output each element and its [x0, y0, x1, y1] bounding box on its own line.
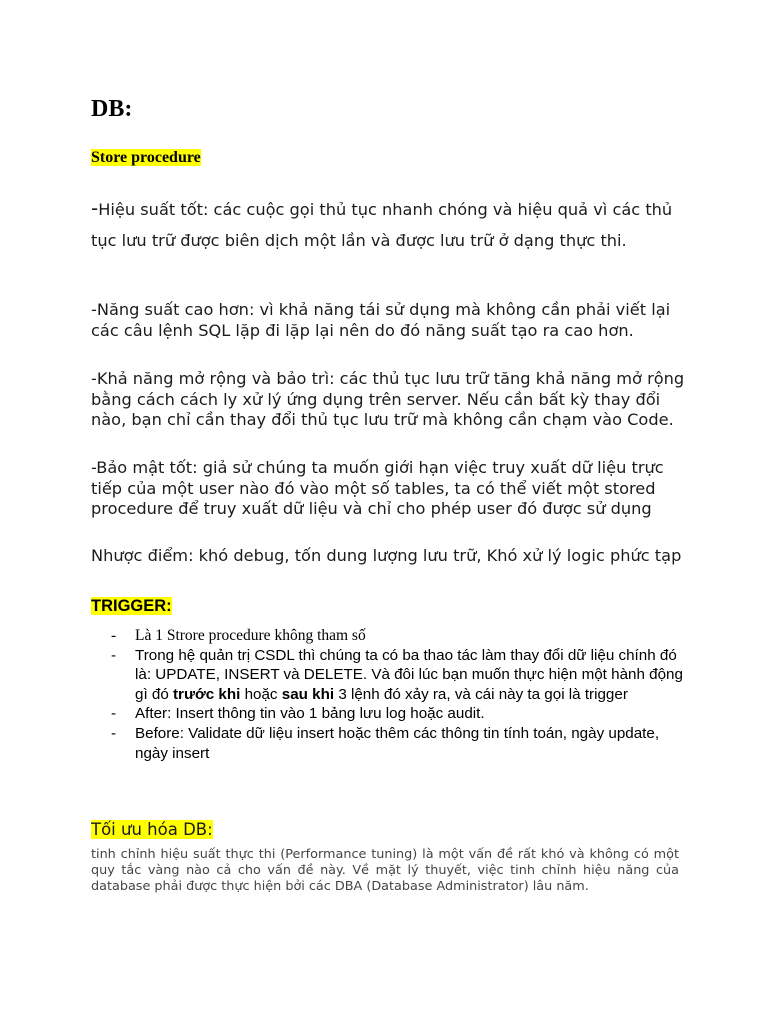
- paragraph-security: -Bảo mật tốt: giả sử chúng ta muốn giới hạn việc truy xuất dữ liệu trực tiếp của một user nào đó vào một số tables, ta có thể viết một stored procedure để truy xuất dữ liệu và chỉ cho phép user đó được sử dụng: [91, 458, 664, 518]
- paragraph-productivity: -Năng suất cao hơn: vì khả năng tái sử dụng mà không cần phải viết lại các câu lệnh SQL lặp đi lặp lại nên do đó năng suất tạo ra cao hơn.: [91, 300, 671, 340]
- heading-store-procedure-text: Store procedure: [91, 149, 201, 166]
- dash-marker: -: [91, 196, 99, 220]
- trigger-list: [91, 626, 691, 763]
- paragraph-performance-text: Hiệu suất tốt: các cuộc gọi thủ tục nhanh chóng và hiệu quả vì các thủ tục lưu trữ được biên dịch một lần và được lưu trữ ở dạng thực thi.: [91, 200, 673, 250]
- paragraph-performance: [91, 193, 691, 256]
- list-item: [91, 724, 691, 763]
- bold-text: trước khi: [173, 685, 241, 703]
- list-item-text: 3 lệnh đó xảy ra, và cái này ta gọi là trigger: [334, 685, 628, 703]
- heading-store-procedure: [91, 147, 201, 169]
- list-item: [91, 626, 691, 646]
- heading-optimize: [91, 818, 213, 842]
- bullet-dash: -: [111, 646, 117, 664]
- heading-db: DB:: [91, 96, 133, 122]
- heading-optimize-text: Tối ưu hóa DB:: [91, 820, 213, 839]
- bullet-dash: -: [111, 627, 117, 644]
- heading-trigger-text: TRIGGER:: [91, 597, 172, 615]
- list-item-text: hoặc: [240, 685, 282, 703]
- paragraph-tuning: tinh chỉnh hiệu suất thực thi (Performance tuning) là một vấn đề rất khó và không có một quy tắc vàng nào cả cho vấn đề này. Về mặt lý thuyết, việc tinh chỉnh hiệu năng của database phải được thực hiện bởi các DBA (Database Administrator) lâu năm.: [91, 847, 679, 895]
- list-item-text: Là 1 Strore procedure không tham số: [135, 627, 366, 644]
- bullet-dash: -: [111, 705, 117, 723]
- list-item-text: After: Insert thông tin vào 1 bảng lưu log hoặc audit.: [135, 705, 485, 723]
- list-item: [91, 646, 691, 705]
- bold-text: sau khi: [281, 685, 335, 703]
- paragraph-drawbacks: Nhược điểm: khó debug, tốn dung lượng lưu trữ, Khó xử lý logic phức tạp: [91, 546, 682, 565]
- bullet-dash: -: [111, 724, 117, 742]
- list-item: [91, 704, 691, 724]
- list-item-text: Before: Validate dữ liệu insert hoặc thêm các thông tin tính toán, ngày update, ngày insert: [135, 724, 660, 762]
- paragraph-scalability: -Khả năng mở rộng và bảo trì: các thủ tục lưu trữ tăng khả năng mở rộng bằng cách cách ly xử lý ứng dụng trên server. Nếu cần bất kỳ thay đổi nào, bạn chỉ cần thay đổi thủ tục lưu trữ mà không cần chạm vào Code.: [91, 369, 685, 429]
- list-item-text: Trong hệ quản trị CSDL thì chúng ta có ba thao tác làm thay đổi dữ liệu chính đó là: UPDATE, INSERT và DELETE. Và đôi lúc bạn muốn thực hiện một hành động gì đó: [135, 646, 683, 703]
- heading-trigger: [91, 595, 172, 617]
